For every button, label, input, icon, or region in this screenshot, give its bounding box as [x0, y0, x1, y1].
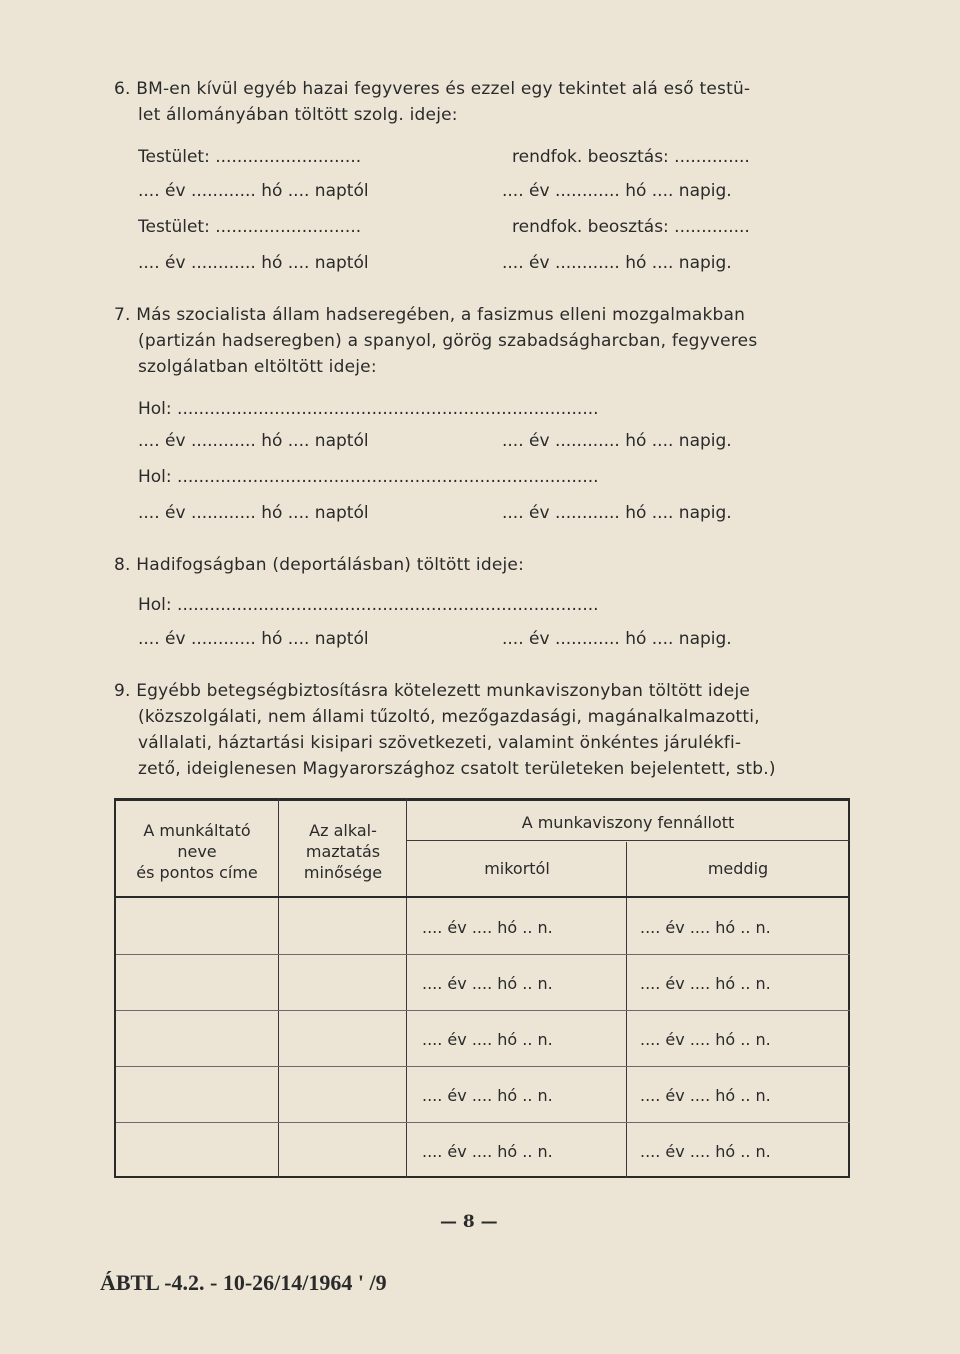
- table-border: [114, 1176, 850, 1178]
- section-7-hol-2: [138, 466, 850, 490]
- section-7-line-1: 7. Más szocialista állam hadseregében, a fasizmus elleni mozgalmakban: [114, 305, 746, 325]
- cell-from[interactable]: .... év .... hó .. n.: [422, 1030, 553, 1049]
- cell-from[interactable]: .... év .... hó .. n.: [422, 918, 553, 937]
- header-position: Az alkal- maztatás minősége: [303, 821, 383, 882]
- field-right[interactable]: .... év ............ hó .... napig.: [502, 629, 732, 649]
- column-divider: [278, 798, 279, 1178]
- hol-field[interactable]: Hol: ..............................................................................: [138, 399, 599, 419]
- field-right[interactable]: .... év ............ hó .... napig.: [502, 181, 732, 201]
- row-divider: [116, 954, 850, 955]
- employment-table: [114, 798, 850, 1178]
- row-divider: [406, 840, 850, 841]
- field-left[interactable]: .... év ............ hó .... naptól: [138, 431, 369, 451]
- row-divider: [116, 1066, 850, 1067]
- cell-to[interactable]: .... év .... hó .. n.: [640, 974, 771, 993]
- field-right[interactable]: .... év ............ hó .... napig.: [502, 253, 732, 273]
- cell-to[interactable]: .... év .... hó .. n.: [640, 1030, 771, 1049]
- cell-to[interactable]: .... év .... hó .. n.: [640, 918, 771, 937]
- field-left[interactable]: .... év ............ hó .... naptól: [138, 181, 369, 201]
- field-left[interactable]: .... év ............ hó .... naptól: [138, 253, 369, 273]
- column-divider: [406, 798, 407, 1178]
- hol-field[interactable]: Hol: ..............................................................................: [138, 467, 599, 487]
- header-from: mikortól: [484, 859, 550, 878]
- hol-field[interactable]: Hol: ..............................................................................: [138, 595, 599, 615]
- section-6-row-3: [138, 216, 850, 240]
- row-divider: [116, 1010, 850, 1011]
- header-employment-period: A munkaviszony fennállott: [521, 813, 735, 832]
- section-9-line-2: (közszolgálati, nem állami tűzoltó, mezőgazdasági, magánalkalmazotti,: [138, 707, 760, 727]
- section-7-line-3: szolgálatban eltöltött ideje:: [138, 357, 377, 377]
- section-7-hol-1: [138, 398, 850, 422]
- header-employer: A munkáltató neve és pontos címe: [136, 821, 258, 882]
- table-body: [114, 898, 850, 899]
- cell-from[interactable]: .... év .... hó .. n.: [422, 1086, 553, 1105]
- header-to: meddig: [707, 859, 769, 878]
- section-7-line-2: (partizán hadseregben) a spanyol, görög szabadságharcban, fegyveres: [138, 331, 758, 351]
- section-7-row-1: [138, 430, 850, 454]
- table-border: [114, 798, 116, 1178]
- cell-to[interactable]: .... év .... hó .. n.: [640, 1142, 771, 1161]
- section-6-line-2: let állományában töltött szolg. ideje:: [138, 105, 458, 125]
- section-8-row-1: [138, 628, 850, 652]
- section-9-line-1: 9. Egyébb betegségbiztosításra kötelezett munkaviszonyban töltött ideje: [114, 681, 751, 701]
- page-number: — 8 —: [440, 1212, 498, 1232]
- cell-from[interactable]: .... év .... hó .. n.: [422, 1142, 553, 1161]
- section-6-row-2: [138, 180, 850, 204]
- table-border: [114, 798, 850, 801]
- field-left[interactable]: .... év ............ hó .... naptól: [138, 503, 369, 523]
- field-right[interactable]: rendfok. beosztás: ..............: [512, 147, 750, 167]
- section-6-row-4: [138, 252, 850, 276]
- field-right[interactable]: .... év ............ hó .... napig.: [502, 431, 732, 451]
- cell-to[interactable]: .... év .... hó .. n.: [640, 1086, 771, 1105]
- table-border: [848, 798, 850, 1178]
- section-9-line-3: vállalati, háztartási kisipari szövetkezeti, valamint önkéntes járulékfi-: [138, 733, 742, 753]
- field-right[interactable]: rendfok. beosztás: ..............: [512, 217, 750, 237]
- section-7-row-2: [138, 502, 850, 526]
- row-divider: [116, 1122, 850, 1123]
- section-9-line-4: zető, ideiglenesen Magyarországhoz csatolt területeken bejelentett, stb.): [138, 759, 776, 779]
- section-8-hol: [138, 594, 850, 618]
- section-8-line-1: 8. Hadifogságban (deportálásban) töltött ideje:: [114, 555, 525, 575]
- section-6-line-1: 6. BM-en kívül egyéb hazai fegyveres és ezzel egy tekintet alá eső testü-: [114, 79, 751, 99]
- field-left[interactable]: Testület: ...........................: [138, 147, 362, 167]
- cell-from[interactable]: .... év .... hó .. n.: [422, 974, 553, 993]
- section-6-row-1: [138, 146, 850, 170]
- field-right[interactable]: .... év ............ hó .... napig.: [502, 503, 732, 523]
- field-left[interactable]: .... év ............ hó .... naptól: [138, 629, 369, 649]
- field-left[interactable]: Testület: ...........................: [138, 217, 362, 237]
- archive-reference: ÁBTL -4.2. - 10-26/14/1964 ' /9: [100, 1270, 387, 1295]
